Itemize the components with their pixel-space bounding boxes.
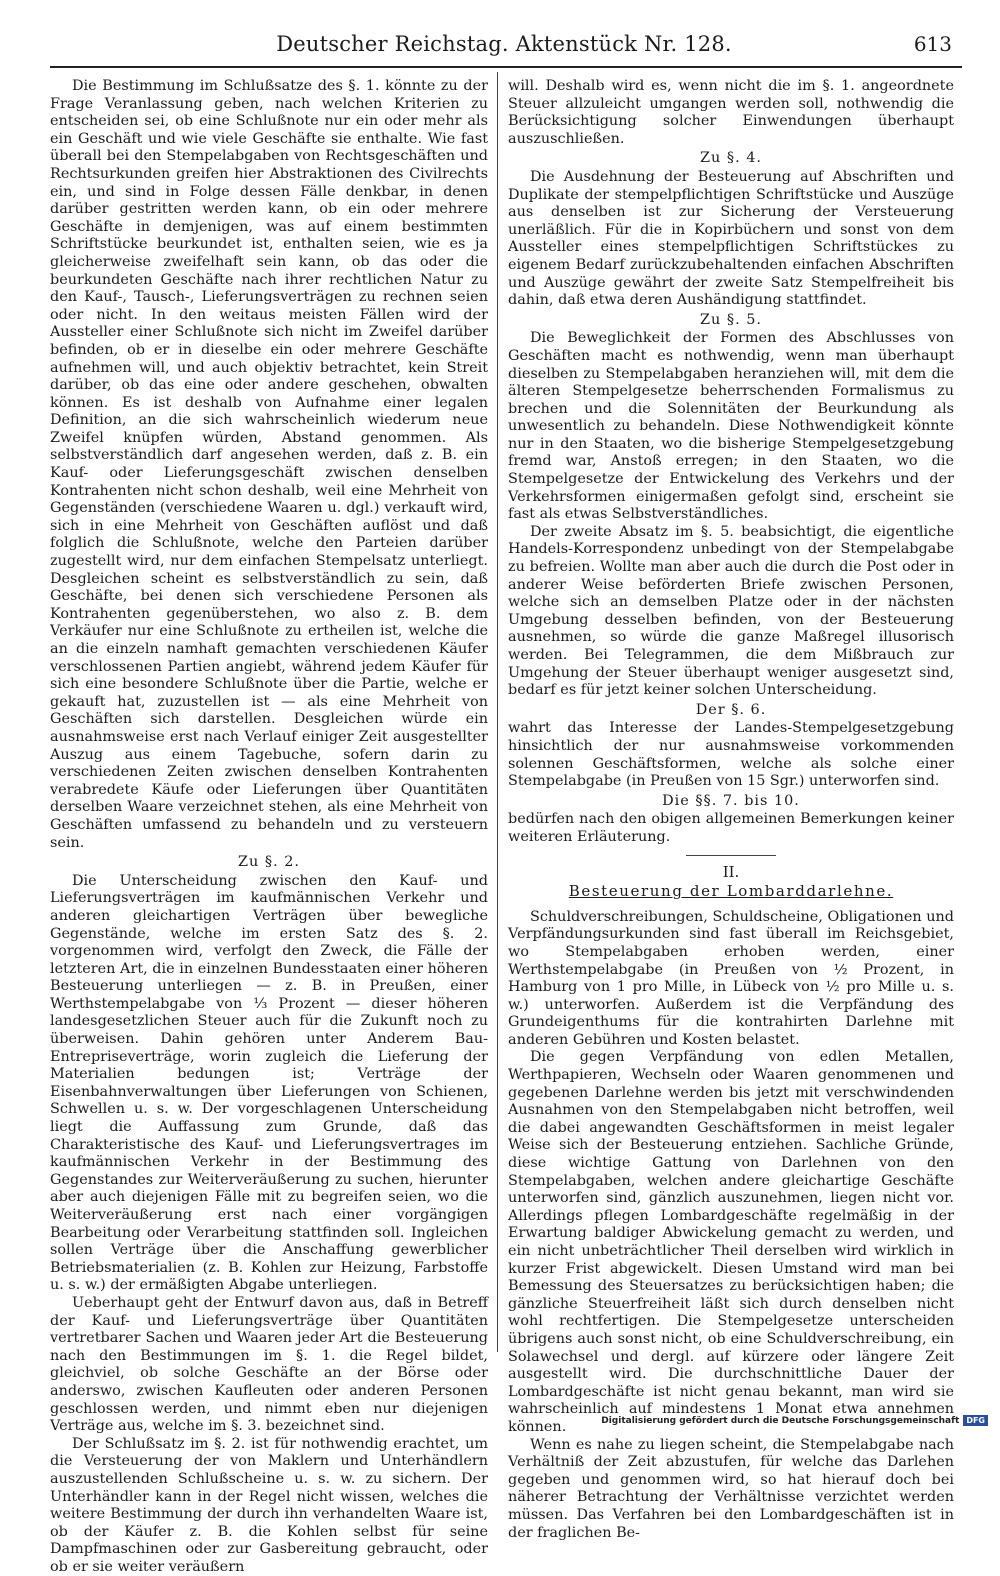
- page-header: [48, 30, 960, 64]
- paragraph: will. Deshalb wird es, wenn nicht die im §. 1. angeordnete Steuer allzuleicht umgangen werden soll, nothwendig die Berücksichtigung solcher Einwendungen überhaupt auszuschließen.: [508, 78, 954, 147]
- dfg-logo: DFG: [963, 1415, 988, 1426]
- paragraph: Der zweite Absatz im §. 5. beabsichtigt, die eigentliche Handels-Korrespondenz unbedingt von der Stempelabgabe zu befreien. Wollte man aber auch die durch die Post oder in anderer Weise beförderten Briefe zwischen Personen, welche sich an demselben Platze oder in der nächsten Umgebung desselben befinden, von der Besteuerung ausnehmen, so würde die ganze Maßregel illusorisch werden. Bei Telegrammen, die dem Mißbrauch zur Umgehung der Steuer überhaupt weniger ausgesetzt sind, bedarf es für jetzt keiner solchen Unterscheidung.: [508, 523, 954, 699]
- section-heading: Zu §. 4.: [700, 150, 762, 167]
- credit-text: Digitalisierung gefördert durch die Deutsche Forschungsgemeinschaft: [601, 1415, 960, 1426]
- section-heading: Die §§. 7. bis 10.: [662, 792, 800, 809]
- column-divider: [497, 72, 498, 1352]
- section-heading: Der §. 6.: [695, 701, 767, 718]
- part-number: II.: [722, 862, 740, 881]
- paragraph: Die Beweglichkeit der Formen des Abschlusses von Geschäften macht es nothwendig, wenn man überhaupt dieselben zu Stempelabgaben heranziehen will, mit dem die älteren Stempelgesetze beherrschenden Formalismus zu brechen und die Solennitäten der Beurkundung als unwesentlich zu behandeln. Diese Nothwendigkeit könnte nur in den Staaten, wo die bisherige Stempelgesetzgebung fremd war, Anstoß erregen; in den Staaten, wo die Stempelgesetze der Entwickelung des Verkehrs und der Verkehrsformen einigermaßen gefolgt sind, erscheint sie fast als etwas Selbstverständliches.: [508, 330, 954, 523]
- paragraph: Die Unterscheidung zwischen den Kauf- und Lieferungsverträgen im kaufmännischen Verkehr und anderen gleichartigen Verträgen über bewegliche Gegenstände, welche im ersten Satz des §. 2. vorgenommen wird, verfolgt den Zweck, die Fälle der letzteren Art, die in einzelnen Bundesstaaten einer höheren Besteuerung unterliegen — z. B. in Preußen, einer Werthstempelabgabe von ⅓ Prozent — dieser höheren landesgesetzlichen Steuer auch für die Zukunft noch zu überweisen. Dahin gehören unter Anderem Bau-Entrepriseverträge, worin zugleich die Lieferung der Materialien bedungen ist; Verträge der Eisenbahnverwaltungen über Lieferungen von Schienen, Schwellen u. s. w. Der vorgeschlagenen Unterscheidung liegt die Auffassung zum Grunde, daß das Charakteristische des Kauf- und Lieferungsvertrages im kaufmännischen Verkehr in der Bestimmung des Gegenstandes zur Weiterveräußerung zu suchen, hierunter aber auch diejenigen Fälle mit zu begreifen seien, wo die Weiterveräußerung erst nach einer vorgängigen Bearbeitung oder Verarbeitung stattfinden soll. Ingleichen sollen Verträge über die Anschaffung gewerblicher Betriebsmaterialien (z. B. Kohlen zur Heizung, Farbstoffe u. s. w.) der ermäßigten Abgabe unterliegen.: [50, 872, 488, 1294]
- paragraph: Schuldverschreibungen, Schuldscheine, Obligationen und Verpfändungsurkunden sind fast überall im Reichsgebiet, wo Stempelabgaben erhoben werden, einer Werthstempelabgabe (in Preußen von ½ Prozent, in Hamburg von 1 pro Mille, in Lübeck von ½ pro Mille u. s. w.) unterworfen. Außerdem ist die Verpfändung des Grundeigenthums für die kontrahirten Darlehne mit anderen Gebühren und Kosten belastet.: [508, 908, 954, 1048]
- section-heading: Zu §. 5.: [700, 311, 762, 328]
- paragraph: Die Ausdehnung der Besteuerung auf Abschriften und Duplikate der stempelpflichtigen Schriftstücke und Auszüge aus denselben ist zur Sicherung der Versteuerung unerläßlich. Für die in Kopirbüchern und sonst von dem Aussteller eines stempelpflichtigen Schriftstückes zu eigenem Bedarf zurückzubehaltenden einfachen Abschriften und Auszüge gewährt der zweite Satz Stempelfreiheit bis dahin, daß etwa deren Aushändigung stattfindet.: [508, 168, 954, 309]
- running-title: Deutscher Reichstag. Aktenstück Nr. 128.: [276, 32, 732, 56]
- paragraph: Die Bestimmung im Schlußsatze des §. 1. könnte zu der Frage Veranlassung geben, nach welchen Kriterien zu entscheiden sei, ob eine Schlußnote nur ein oder mehr als ein Geschäft und wie viele Geschäfte sie enthalte. Wie fast überall bei den Stempelabgaben von Rechtsgeschäften und Rechtsurkunden greifen hier Abstraktionen des Civilrechts ein, und sind in Folge dessen Fälle denkbar, in denen darüber gestritten werden kann, ob ein oder mehrere Geschäfte in demjenigen, was auf einem bestimmten Schriftstücke beurkundet ist, enthalten seien, wie es ja gleicherweise zweifelhaft sein kann, ob das oder die beurkundeten Geschäfte nach ihrer rechtlichen Natur zu den Kauf-, Tausch-, Lieferungsverträgen zu rechnen seien oder nicht. In den weitaus meisten Fällen wird der Aussteller einer Schlußnote sich nicht im Zweifel darüber befinden, ob er in dieselbe ein oder mehrere Geschäfte aufnehmen will, und auch objektiv betrachtet, kein Streit darüber, ob das eine oder andere geschehen, obwalten können. Es ist deshalb von Aufnahme einer legalen Definition, an die sich wahrscheinlich wiederum neue Zweifel knüpfen würden, Abstand genommen. Als selbstverständlich darf angesehen werden, daß z. B. ein Kauf- oder Lieferungsgeschäft zwischen denselben Kontrahenten nicht schon deshalb, weil eine Mehrheit von Gegenständen (verschiedene Waaren u. dgl.) verkauft wird, sich in eine Mehrheit von Geschäften auflöst und daß folglich die Schlußnote, welche den Parteien darüber zugestellt wird, nur dem einfachen Stempelsatz unterliegt. Desgleichen scheint es selbstverständlich zu sein, daß Geschäfte, bei denen sich verschiedene Personen als Kontrahenten gegenüberstehen, wo also z. B. dem Verkäufer nur eine Schlußnote zu ertheilen ist, welche die an die einzeln namhaft gemachten verschiedenen Käufer verschlossenen Partien angiebt, während jedem Käufer für sich eine besondere Schlußnote über die Partie, welche er gekauft hat, zuzustellen ist — als eine Mehrheit von Geschäften sich darstellen. Desgleichen würde ein ausnahmsweise erst nach Verlauf einiger Zeit ausgestellter Auszug aus einem Tagebuche, sofern darin zu verschiedenen Zeiten zwischen denselben Kontrahenten verabredete Käufe oder Lieferungen über Quantitäten derselben Waare verzeichnet stehen, als eine Mehrheit von Geschäften umfassend zu behandeln und zu versteuern sein.: [50, 78, 488, 851]
- digitization-credit: [601, 1415, 988, 1426]
- part-title: Besteuerung der Lombarddarlehne.: [568, 882, 894, 901]
- paragraph: Der Schlußsatz im §. 2. ist für nothwendig erachtet, um die Versteuerung der von Maklern und Unterhändlern auszustellenden Schlußscheine u. s. w. zu sichern. Der Unterhändler kann in der Regel nicht wissen, welches die weitere Bestimmung der durch ihn verhandelten Waare ist, ob der Käufer z. B. die Kohlen selbst für seine Dampfmaschinen oder zur Gasbereitung gebraucht, oder ob er sie weiter veräußern: [50, 1435, 488, 1575]
- paragraph: bedürfen nach den obigen allgemeinen Bemerkungen keiner weiteren Erläuterung.: [508, 811, 954, 845]
- header-rule: [50, 66, 962, 68]
- left-column: [50, 78, 488, 1575]
- paragraph: wahrt das Interesse der Landes-Stempelgesetzgebung hinsichtlich der nur ausnahmsweise vorkommenden solennen Geschäftsformen, welche als solche einer Stempelabgabe (in Preußen von 15 Sgr.) unterworfen sind.: [508, 720, 954, 790]
- section-heading: Zu §. 2.: [238, 854, 300, 871]
- paragraph: Wenn es nahe zu liegen scheint, die Stempelabgabe nach Verhältniß der Zeit abzustufen, für welche das Darlehen gegeben und genommen wird, so hat hierauf doch bei näherer Betrachtung der Verhältnisse verzichtet werden müssen. Das Verfahren bei den Lombardgeschäften ist in der fraglichen Be-: [508, 1436, 954, 1541]
- page-number: 613: [913, 32, 952, 56]
- section-divider: [686, 855, 776, 856]
- paragraph: Die gegen Verpfändung von edlen Metallen, Werthpapieren, Wechseln oder Waaren genommenen und gegebenen Darlehne werden bis jetzt mit verschwindenden Ausnahmen von den Stempelabgaben nicht betroffen, weil die dabei angewandten Geschäftsformen in meist legaler Weise sich der Besteuerung entziehen. Sachliche Gründe, diese wichtige Gattung von Darlehnen von den Stempelabgaben, welchen andere gleichartige Geschäfte unterworfen sind, gänzlich auszunehmen, liegen nicht vor. Allerdings pflegen Lombardgeschäfte regelmäßig in der Erwartung baldiger Abwickelung gemacht zu werden, und ein nicht unbeträchtlicher Theil derselben wird wirklich in kurzer Frist abgewickelt. Diesen Umstand wird man bei Bemessung des Steuersatzes zu berücksichtigen haben; die gänzliche Steuerfreiheit läßt sich durch denselben nicht wohl rechtfertigen. Die Stempelgesetze unterscheiden übrigens auch sonst nicht, ob eine Schuldverschreibung, ein Solawechsel und dergl. auf kürzere oder längere Zeit ausgestellt wird. Die durchschnittliche Dauer der Lombardgeschäfte ist nicht genau bekannt, man wird sie wahrscheinlich auf mindestens 1 Monat etwa annehmen können.: [508, 1049, 954, 1435]
- paragraph: Ueberhaupt geht der Entwurf davon aus, daß in Betreff der Kauf- und Lieferungsverträge über Quantitäten vertretbarer Sachen und Waaren jeder Art die Besteuerung nach den Bestimmungen im §. 1. die Regel bildet, gleichviel, ob solche Geschäfte an der Börse oder anderswo, zwischen Kaufleuten oder anderen Personen geschlossen werden, und nimmt eben nur diejenigen Verträge aus, welche im §. 3. bezeichnet sind.: [50, 1294, 488, 1435]
